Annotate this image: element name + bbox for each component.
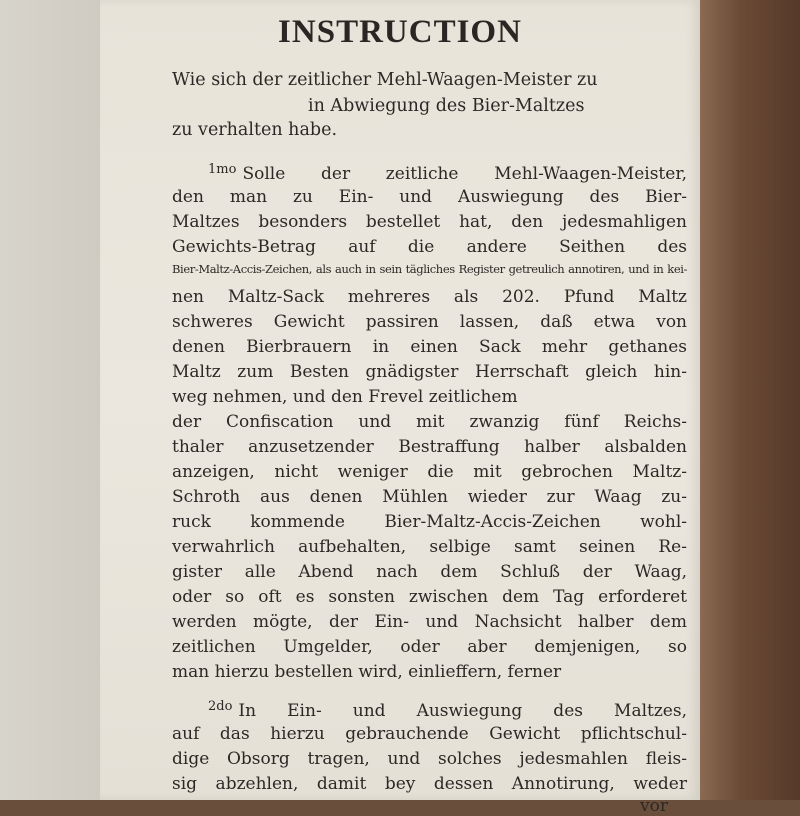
paragraph-1-line-10: weg nehmen, und den Frevel zeitlichem (172, 387, 518, 407)
paragraph-1-line-3: Maltzes besonders bestellet hat, den jedesmahligen (172, 212, 687, 232)
paragraph-1-line-18: oder so oft es sonsten zwischen dem Tag erforderet (172, 587, 687, 607)
paragraph-1-line-6: nen Maltz-Sack mehreres als 202. Pfund Maltz (172, 287, 687, 307)
paragraph-2-line-1: $^{2do}$ In Ein- und Auswiegung des Maltzes, (208, 699, 687, 721)
paragraph-1-line-21: man hierzu bestellen wird, einlieffern, ferner (172, 662, 562, 682)
paragraph-1-line-14: Schroth aus denen Mühlen wieder zur Waag zu- (172, 487, 687, 507)
paragraph-1-line-9: Maltz zum Besten gnädigster Herrschaft gleich hin- (172, 362, 687, 382)
paragraph-1-line-19: werden mögte, der Ein- und Nachsicht halber dem (172, 612, 687, 632)
document-page (100, 0, 700, 816)
paragraph-1-line-13: anzeigen, nicht weniger die mit gebrochen Maltz- (172, 462, 687, 482)
paragraph-1-line-8: denen Bierbrauern in einen Sack mehr gethanes (172, 337, 687, 357)
heading-line-3: zu verhalten habe. (172, 120, 338, 140)
document-title: INSTRUCTION (278, 14, 522, 50)
paragraph-1-number: 1mo (208, 162, 237, 177)
background-left (0, 0, 100, 800)
paragraph-1-line-5: Bier-Maltz-Accis-Zeichen, als auch in sein tägliches Register getreulich annotiren, und in kei- (172, 262, 687, 276)
paragraph-2-line-5: vor (640, 796, 668, 816)
paragraph-2-line-4: sig abzehlen, damit bey dessen Annotirung, weder (172, 774, 687, 794)
background-right-frame (700, 0, 800, 800)
paragraph-2-line-2: auf das hierzu gebrauchende Gewicht pflichtschul- (172, 724, 687, 744)
paragraph-1-line-2: den man zu Ein- und Auswiegung des Bier- (172, 187, 687, 207)
paragraph-1-line-17: gister alle Abend nach dem Schluß der Waag, (172, 562, 687, 582)
paragraph-2-line-3: dige Obsorg tragen, und solches jedesmahlen fleis- (172, 749, 687, 769)
heading-line-1: Wie sich der zeitlicher Mehl-Waagen-Meister zu (172, 70, 598, 90)
paragraph-1-line-1: $^{1mo}$ Solle der zeitliche Mehl-Waagen-Meister, (208, 162, 687, 184)
paragraph-1-line-16: verwahrlich aufbehalten, selbige samt seinen Re- (172, 537, 687, 557)
paragraph-1-line-7: schweres Gewicht passiren lassen, daß etwa von (172, 312, 687, 332)
paragraph-2-number: 2do (208, 699, 233, 714)
paragraph-1-line-12: thaler anzusetzender Bestraffung halber alsbalden (172, 437, 687, 457)
paragraph-1-line-4: Gewichts-Betrag auf die andere Seithen des (172, 237, 687, 257)
paragraph-1-line-11: der Confiscation und mit zwanzig fünf Reichs- (172, 412, 687, 432)
paragraph-1-line-15: ruck kommende Bier-Maltz-Accis-Zeichen wohl- (172, 512, 687, 532)
paragraph-1-line-20: zeitlichen Umgelder, oder aber demjenigen, so (172, 637, 687, 657)
heading-line-2: in Abwiegung des Bier-Maltzes (308, 96, 585, 116)
